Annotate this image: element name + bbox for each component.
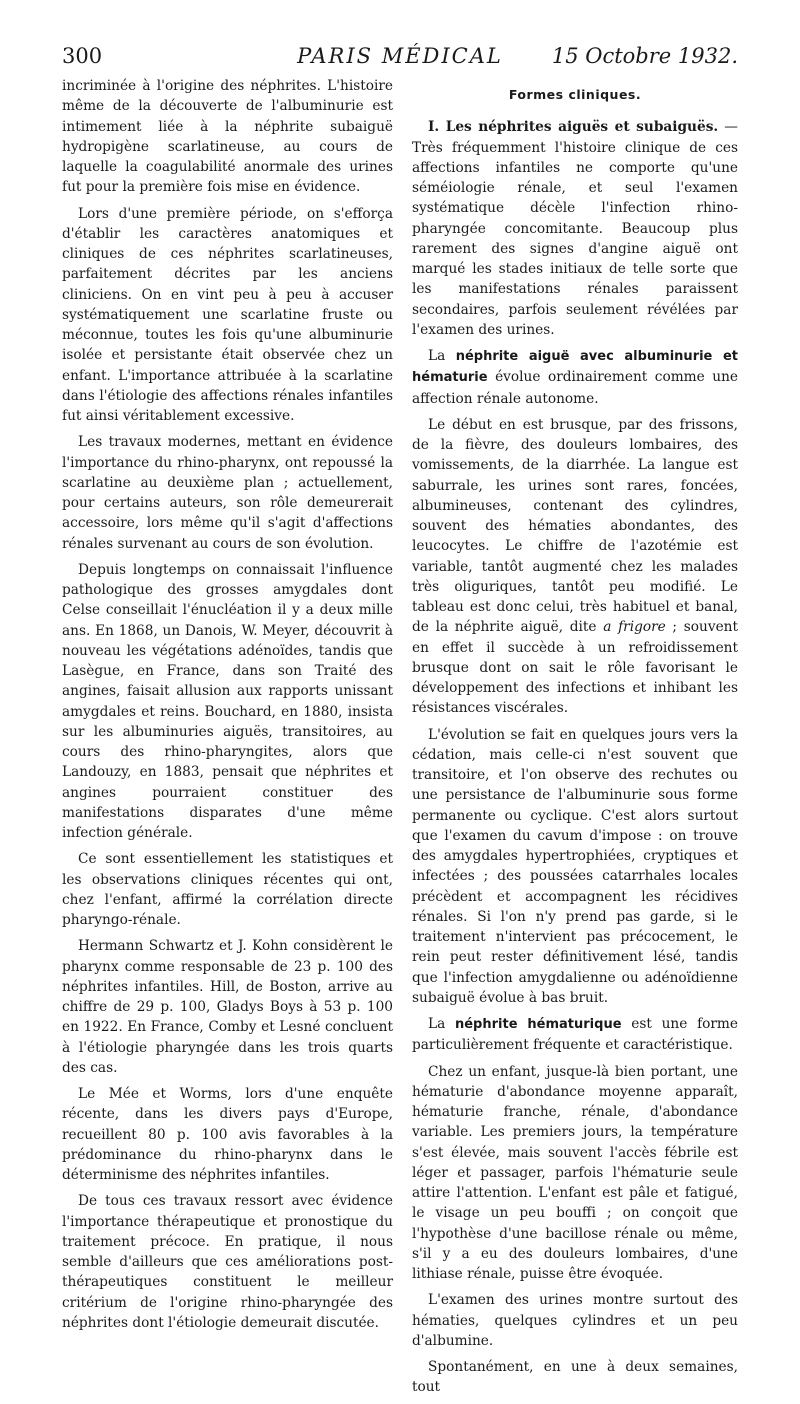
paragraph-lead: La [428,1016,455,1032]
heading-dash: — [718,119,738,136]
paragraph: L'évolution se fait en quelques jours vers la cédation, mais celle-ci n'est souvent que transitoire, et l'on observe des rechutes ou une persistance de l'albuminurie sous forme permanente ou cyclique. C'est alors surtout que l'examen du cavum d'impose : on trouve des amygdales hypertrophiées, cryptiques et infectées ; des poussées catarrhales locales précèdent et accompagnent les récidives rénales. Si l'on n'y prend pas garde, si le traitement n'intervient pas précocement, le rein peut rester définitivement lésé, tandis que l'infection amygdalienne ou adénoïdienne subaiguë évolue à bas bruit. [412,726,738,1006]
paragraph-text: Le début en est brusque, par des frissons, de la fièvre, des douleurs lombaires, des vomissements, de la diarrhée. La langue est saburrale, les urines sont rares, foncées, albumineuses, contenant des cylindres, souvent des hématies abondantes, des leucocytes. Le chiffre de l'azotémie est variable, tantôt augmenté chez les malades très oliguriques, tantôt peu modifié. Le tableau est donc celui, très habituel et banal, de la néphrite aiguë, dite [412,416,738,636]
subsection-heading: I. Les néphrites aiguës et subaiguës. [428,119,719,136]
paragraph: Lors d'une première période, on s'efforça d'établir les caractères anatomiques et cliniques de ces néphrites scarlatineuses, parfaitement décrites par les anciens cliniciens. On en vint peu à peu à accuser systématiquement une scarlatine fruste ou méconnue, toutes les fois qu'une albuminurie isolée et persistante était observée chez un enfant. L'importance attribuée à la scarlatine dans l'étiologie des affections rénales infantiles fut ainsi véritablement excessive. [62,205,393,424]
paragraph-text: est une forme particulièrement fréquente et caractéristique. [412,1016,738,1054]
paragraph: Les travaux modernes, mettant en évidence l'importance du rhino-pharynx, ont repoussé la scarlatine au deuxième plan ; actuellement, pour certains auteurs, son rôle demeurerait accessoire, lors même qu'il s'agit d'affections rénales survenant au cours de son évolution. [62,434,393,552]
paragraph: Depuis longtemps on connaissait l'influence pathologique des grosses amygdales dont Celse conseillait l'énucléation il y a deux mille ans. En 1868, un Danois, W. Meyer, découvrit à nouveau les végétations adénoïdes, tandis que Lasègue, en France, dans son Traité des angines, faisait allusion aux rapports unissant amygdales et reins. Bouchard, en 1880, insista sur les albuminuries aiguës, transitoires, au cours des rhino-pharyngites, alors que Landouzy, en 1883, pensait que néphrites et angines pourraient constituer des manifestations disparates d'une même infection générale. [62,561,393,841]
left-column [62,76,393,1339]
right-column [412,76,738,1404]
paragraph: Hermann Schwartz et J. Kohn considèrent le pharynx comme responsable de 23 p. 100 des néphrites infantiles. Hill, de Boston, arrive au chiffre de 29 p. 100, Gladys Boys à 53 p. 100 en 1922. En France, Comby et Lesné concluent à l'étiologie pharyngée dans les trois quarts des cas. [62,938,393,1076]
paragraph: Ce sont essentiellement les statistiques et les observations cliniques récentes qui ont, chez l'enfant, affirmé la corrélation directe pharyngo-rénale. [62,851,393,928]
paragraph: Le Mée et Worms, lors d'une enquête récente, dans les divers pays d'Europe, recueillent 80 p. 100 avis favorables à la prédominance du rhino-pharynx dans le déterminisme des néphrites infantiles. [62,1086,393,1183]
paragraph-text: évolue ordinairement comme une affection rénale autonome. [412,369,738,407]
page-number: 300 [62,44,103,68]
paragraph-text: Très fréquemment l'histoire clinique de ces affections infantiles ne comporte qu'une séméiologie rénale, et seul l'examen systématique décèle l'infection rhino-pharyngée concomitante. Beaucoup plus rarement des signes d'angine aiguë ont marqué les stades initiaux de telle sorte que les manifestations rénales paraissent secondaires, parfois seulement révélées par l'examen des urines. [412,139,738,338]
paragraph [412,415,738,719]
paragraph [412,346,738,409]
paragraph: incriminée à l'origine des néphrites. L'histoire même de la découverte de l'albuminurie est intimement liée à la néphrite subaiguë hydropigène scarlatineuse, au cours de laquelle la coagulabilité anormale des urines fut pour la première fois mise en évidence. [62,78,393,196]
paragraph-text: ; souvent en effet il succède à un refroidissement brusque dont on sait le rôle favorisant le développement des infections et inhibant les résistances viscérales. [412,619,738,717]
paragraph [412,1014,738,1056]
paragraph: L'examen des urines montre surtout des hématies, quelques cylindres et un peu d'albumine. [412,1292,738,1349]
journal-title: PARIS MÉDICAL [297,44,503,68]
term-italic: a frigore [603,619,666,636]
paragraph [412,117,738,340]
paragraph: De tous ces travaux ressort avec évidence l'importance thérapeutique et pronostique du traitement précoce. En pratique, il nous semble d'ailleurs que ces améliorations post-thérapeutiques constituent le meilleur critérium de l'origine rhino-pharyngée des néphrites dont l'étiologie demeurait discutée. [62,1193,393,1331]
page-header [62,44,738,74]
paragraph: Chez un enfant, jusque-là bien portant, une hématurie d'abondance moyenne apparaît, hématurie franche, rénale, d'abondance variable. Les premiers jours, la température s'est élevée, mais souvent l'accès fébrile est léger et passager, parfois l'hématurie seule attire l'attention. L'enfant est pâle et fatigué, le visage un peu bouffi ; on conçoit que l'hypothèse d'une bacillose rénale ou même, s'il y a eu des douleurs lombaires, d'une lithiase rénale, puisse être évoquée. [412,1063,738,1282]
term-bold: néphrite hématurique [454,1017,622,1032]
paragraph: Spontanément, en une à deux semaines, tout [412,1359,738,1396]
paragraph-lead: La [428,348,456,364]
section-title: Formes cliniques. [508,87,642,102]
term-bold: néphrite aiguë avec albuminurie et hématurie [412,349,739,386]
issue-date: 15 Octobre 1932. [551,44,738,68]
